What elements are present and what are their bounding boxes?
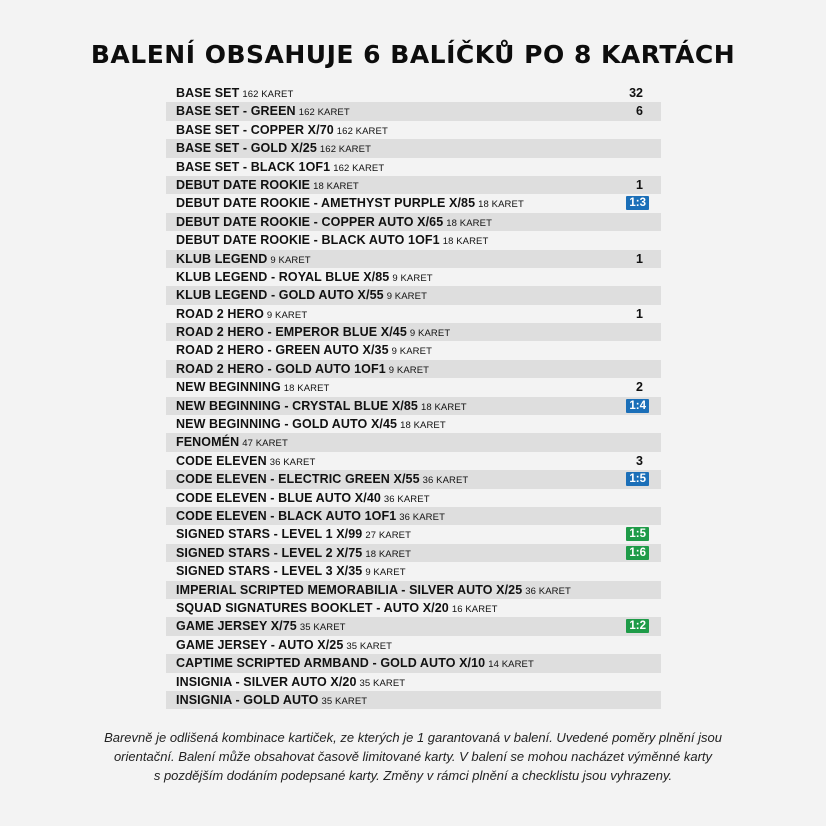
card-set-name xyxy=(176,268,433,288)
card-set-title: SIGNED STARS - LEVEL 3 X/35 xyxy=(176,564,363,579)
table-row xyxy=(166,305,661,323)
card-set-name xyxy=(176,489,430,509)
card-count: 18 KARET xyxy=(446,217,492,229)
table-row xyxy=(166,286,661,304)
card-count: 9 KARET xyxy=(270,254,311,266)
footer-line-3: s pozdějším dodáním podepsané karty. Změny v rámci plnění a checklistu jsou vyhrazeny. xyxy=(153,768,673,783)
table-row xyxy=(166,268,661,286)
card-count: 18 KARET xyxy=(478,199,524,211)
card-count: 18 KARET xyxy=(365,548,411,560)
table-row xyxy=(166,507,661,525)
card-count: 18 KARET xyxy=(313,180,359,192)
table-row xyxy=(166,139,661,157)
card-set-name xyxy=(176,544,411,564)
card-set-name xyxy=(176,250,311,270)
card-count: 35 KARET xyxy=(299,622,346,634)
table-row xyxy=(166,397,661,415)
card-set-name xyxy=(176,636,392,656)
table-row xyxy=(166,525,661,543)
guaranteed-count: 2 xyxy=(636,380,643,395)
table-row xyxy=(166,176,661,194)
table-row xyxy=(166,341,661,359)
card-set-name xyxy=(176,341,432,361)
card-set-name xyxy=(176,691,367,711)
card-set-name xyxy=(176,525,411,545)
card-set-name xyxy=(176,176,359,196)
table-row xyxy=(166,544,661,562)
card-set-name xyxy=(176,581,571,601)
card-set-title: GAME JERSEY X/75 xyxy=(176,619,297,634)
card-set-name xyxy=(176,654,534,674)
ratio-badge: 1:6 xyxy=(626,546,649,560)
card-set-title: IMPERIAL SCRIPTED MEMORABILIA - SILVER AUTO X/25 xyxy=(176,582,523,597)
card-set-name xyxy=(176,84,293,104)
card-count: 18 KARET xyxy=(442,236,489,248)
card-set-name xyxy=(176,360,429,380)
card-set-name xyxy=(176,194,524,214)
card-count: 16 KARET xyxy=(451,603,498,615)
card-count: 162 KARET xyxy=(319,144,371,156)
card-count: 162 KARET xyxy=(333,162,385,174)
card-set-name xyxy=(176,397,467,417)
card-set-title: CODE ELEVEN - BLACK AUTO 1OF1 xyxy=(176,508,397,523)
card-count: 36 KARET xyxy=(399,511,445,523)
card-count: 9 KARET xyxy=(388,364,430,376)
table-row xyxy=(166,213,661,231)
card-count: 9 KARET xyxy=(266,309,308,321)
footer-note xyxy=(40,728,786,785)
table-row xyxy=(166,250,661,268)
card-count: 36 KARET xyxy=(525,585,571,597)
footer-line-2: orientační. Balení může obsahovat časově limitované karty. V balení se mohou nacházet výměnné karty xyxy=(113,749,713,764)
card-set-name xyxy=(176,305,307,325)
card-set-title: BASE SET - BLACK 1OF1 xyxy=(176,159,331,174)
card-count: 14 KARET xyxy=(488,659,534,671)
card-set-title: SIGNED STARS - LEVEL 1 X/99 xyxy=(176,527,363,542)
table-row xyxy=(166,581,661,599)
card-set-title: INSIGNIA - GOLD AUTO xyxy=(176,692,319,707)
guaranteed-count: 6 xyxy=(636,104,643,119)
table-row xyxy=(166,599,661,617)
card-count: 18 KARET xyxy=(420,401,467,413)
guaranteed-count: 32 xyxy=(629,86,643,100)
card-set-name xyxy=(176,562,406,582)
table-row xyxy=(166,636,661,654)
ratio-badge: 1:2 xyxy=(626,619,649,633)
card-set-title: KLUB LEGEND xyxy=(176,251,268,266)
card-set-title: CODE ELEVEN - ELECTRIC GREEN X/55 xyxy=(176,472,420,487)
table-row xyxy=(166,617,661,635)
card-set-title: ROAD 2 HERO xyxy=(176,306,264,321)
table-row xyxy=(166,452,661,470)
card-set-name xyxy=(176,433,288,453)
table-row xyxy=(166,323,661,341)
table-row xyxy=(166,691,661,709)
card-count: 35 KARET xyxy=(346,640,393,652)
table-row xyxy=(166,562,661,580)
guaranteed-count: 1 xyxy=(636,306,643,321)
card-set-title: ROAD 2 HERO - GREEN AUTO X/35 xyxy=(176,343,389,358)
card-count: 27 KARET xyxy=(365,530,411,542)
card-set-title: DEBUT DATE ROOKIE - COPPER AUTO X/65 xyxy=(176,214,444,229)
card-count: 36 KARET xyxy=(383,493,430,505)
card-set-title: CAPTIME SCRIPTED ARMBAND - GOLD AUTO X/10 xyxy=(176,656,486,671)
table-row xyxy=(166,378,661,396)
card-set-title: KLUB LEGEND - GOLD AUTO X/55 xyxy=(176,288,384,303)
table-row xyxy=(166,433,661,451)
card-count: 18 KARET xyxy=(400,420,446,432)
guaranteed-count: 1 xyxy=(636,177,643,192)
card-count: 9 KARET xyxy=(365,567,406,579)
card-count: 35 KARET xyxy=(359,677,406,689)
card-set-title: KLUB LEGEND - ROYAL BLUE X/85 xyxy=(176,269,390,284)
card-set-title: NEW BEGINNING - CRYSTAL BLUE X/85 xyxy=(176,398,418,413)
card-set-title: BASE SET xyxy=(176,86,240,100)
card-set-name xyxy=(176,139,371,159)
table-row xyxy=(166,470,661,488)
card-count: 9 KARET xyxy=(386,291,427,303)
ratio-badge: 1:5 xyxy=(626,527,649,541)
card-count: 47 KARET xyxy=(242,438,288,450)
card-set-title: CODE ELEVEN - BLUE AUTO X/40 xyxy=(176,490,381,505)
card-set-name xyxy=(176,507,445,527)
table-row xyxy=(166,194,661,212)
card-count: 36 KARET xyxy=(422,475,469,487)
ratio-badge: 1:3 xyxy=(626,196,649,210)
card-set-name xyxy=(176,213,492,233)
ratio-badge: 1:4 xyxy=(626,399,649,413)
guaranteed-count: 3 xyxy=(636,453,643,468)
guaranteed-count: 1 xyxy=(636,251,643,266)
table-row xyxy=(166,360,661,378)
card-set-title: NEW BEGINNING xyxy=(176,380,281,395)
card-count: 162 KARET xyxy=(242,89,294,100)
card-set-name xyxy=(176,121,388,141)
table-row xyxy=(166,102,661,120)
card-count: 35 KARET xyxy=(321,695,368,707)
card-set-name xyxy=(176,415,446,435)
page-title: BALENÍ OBSAHUJE 6 BALÍČKŮ PO 8 KARTÁCH xyxy=(90,40,736,69)
table-row xyxy=(166,489,661,507)
card-count: 162 KARET xyxy=(336,125,388,137)
table-row xyxy=(166,415,661,433)
card-set-name xyxy=(176,452,315,472)
table-row xyxy=(166,673,661,691)
card-set-name xyxy=(176,673,405,693)
card-set-title: BASE SET - GREEN xyxy=(176,104,296,119)
card-set-name xyxy=(176,102,350,122)
card-set-name xyxy=(176,378,329,398)
card-set-title: SQUAD SIGNATURES BOOKLET - AUTO X/20 xyxy=(176,600,449,615)
card-set-title: CODE ELEVEN xyxy=(176,453,267,468)
card-count: 36 KARET xyxy=(269,456,316,468)
card-set-name xyxy=(176,617,346,637)
card-set-name xyxy=(176,599,498,619)
card-count: 162 KARET xyxy=(298,107,350,119)
card-set-title: ROAD 2 HERO - GOLD AUTO 1OF1 xyxy=(176,361,386,376)
card-count: 9 KARET xyxy=(391,346,432,358)
table-row xyxy=(166,231,661,249)
table-row xyxy=(166,654,661,672)
card-set-name xyxy=(176,470,468,490)
table-row xyxy=(166,84,661,102)
ratio-badge: 1:5 xyxy=(626,472,649,486)
table-row xyxy=(166,158,661,176)
table-row xyxy=(166,121,661,139)
card-set-title: FENOMÉN xyxy=(176,435,240,450)
card-set-title: GAME JERSEY - AUTO X/25 xyxy=(176,637,344,652)
card-set-title: DEBUT DATE ROOKIE - BLACK AUTO 1OF1 xyxy=(176,233,440,248)
card-count: 9 KARET xyxy=(392,272,433,284)
card-count: 18 KARET xyxy=(283,383,330,395)
checklist-table xyxy=(166,84,661,709)
footer-line-1: Barevně je odlišená kombinace kartiček, ze kterých je 1 garantovaná v balení. Uvedené poměry plnění jsou xyxy=(104,730,722,745)
card-set-name xyxy=(176,286,427,306)
card-set-name xyxy=(176,158,384,178)
card-set-title: SIGNED STARS - LEVEL 2 X/75 xyxy=(176,545,363,560)
card-set-name xyxy=(176,231,488,251)
card-set-title: ROAD 2 HERO - EMPEROR BLUE X/45 xyxy=(176,325,407,340)
card-set-title: INSIGNIA - SILVER AUTO X/20 xyxy=(176,674,357,689)
card-set-name xyxy=(176,323,450,343)
card-set-title: BASE SET - COPPER X/70 xyxy=(176,122,334,137)
card-set-title: NEW BEGINNING - GOLD AUTO X/45 xyxy=(176,417,398,432)
card-set-title: DEBUT DATE ROOKIE - AMETHYST PURPLE X/85 xyxy=(176,196,476,211)
card-count: 9 KARET xyxy=(409,328,451,340)
card-set-title: BASE SET - GOLD X/25 xyxy=(176,141,317,156)
card-set-title: DEBUT DATE ROOKIE xyxy=(176,177,311,192)
